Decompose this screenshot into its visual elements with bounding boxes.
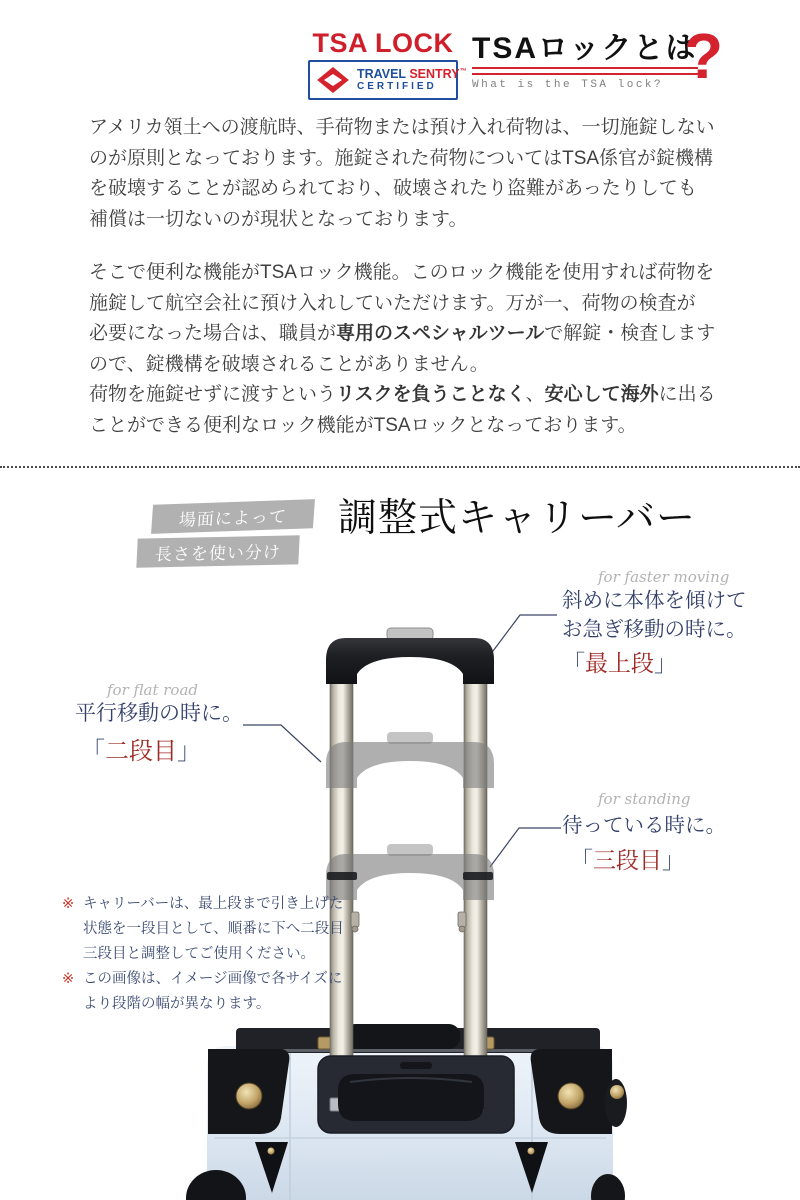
note-1: ※ キャリーバーは、最上段まで引き上げた 状態を一段目として、順番に下へ二段目 三段目と調整してご使用ください。 [62,892,344,967]
pole-clamp-right [463,872,493,880]
ribbon-label-1: 場面によって [151,499,315,534]
tsa-paragraph-2: そこで便利な機能がTSAロック機能。このロック機能を使用すれば荷物を 施錠して航空会社に預け入れしていただけます。万が一、荷物の検査が 必要になった場合は、職員が専用のスペシャルツールで解錠・検査します ので、錠機構を破壊されることがありません。 荷物を施錠せずに渡すというリスクを負うことなく、安心して海外に出る ことができる便利なロック機能がTSAロックとなっております。 [89,262,716,436]
note-mark-icon: ※ [62,896,75,912]
callout-top-stage-label: 「最上段」 [562,650,677,676]
tsa-heading-english: What is the TSA lock? [472,79,664,91]
case-top-handle [344,1024,460,1049]
note-mark-icon: ※ [62,971,75,987]
trolley-handle-stage1 [326,628,494,684]
certified-label: CERTIFIED [357,81,437,93]
pole-hook-right [458,912,466,927]
rivet-right [558,1083,584,1109]
callout-bottom-english: for standing [598,790,691,808]
callout-bottom-stage-label: 「三段目」 [570,847,685,873]
note-2: ※ この画像は、イメージ画像で各サイズに より段階の幅が異なります。 [62,967,344,1017]
handle-plate-slot [400,1062,432,1069]
tsa-lock-heading [472,34,698,91]
callout-second-stage: for flat road 平行移動の時に。 「二段目」 [75,682,243,769]
trademark-symbol: ™ [459,67,467,75]
carrybar-section-title: 調整式キャリーバー [338,497,697,540]
tsa-lock-wordmark: TSA LOCK [312,28,454,58]
travel-sentry-badge [308,60,467,100]
red-double-underline [472,67,698,75]
question-mark: ? [684,20,724,92]
leader-line-left [243,725,321,762]
sentry-word: SENTRY [409,66,460,81]
callout-left-stage-label: 「二段目」 [81,738,201,765]
callout-top-stage: for faster moving 斜めに本体を傾けて お急ぎ移動の時に。 「最上段」 [562,569,747,680]
tsa-paragraph-1: アメリカ領土への渡航時、手荷物または預け入れ荷物は、一切施錠しない のが原則となっております。施錠された荷物についてはTSA係官が錠機構 を破壊することが認められており、破壊されたり盗難があったりしても 補償は一切ないのが現状となっております。 [89,117,715,230]
travel-word: TRAVEL [357,66,406,81]
leader-line-top [487,615,557,659]
suitcase-handle-assembly [318,1056,514,1133]
travel-sentry-diamond-icon [315,67,351,93]
callout-top-english: for faster moving [598,568,730,586]
carrybar-notes [62,892,344,1017]
callout-third-stage: for standing 待っている時に。 「三段目」 [562,791,726,877]
tsa-heading-japanese: TSAロックとは [472,32,698,65]
pole-hook-left [351,912,359,927]
ribbon-label-2: 長さを使い分け [136,535,299,567]
tsa-lock-logo [308,28,467,100]
leader-line-bottom [490,828,561,867]
rivet-left [236,1083,262,1109]
handle-grip-stage1 [326,638,494,684]
callout-left-english: for flat road [107,681,199,699]
pole-clamp-left [327,872,357,880]
dotted-divider [0,466,800,468]
